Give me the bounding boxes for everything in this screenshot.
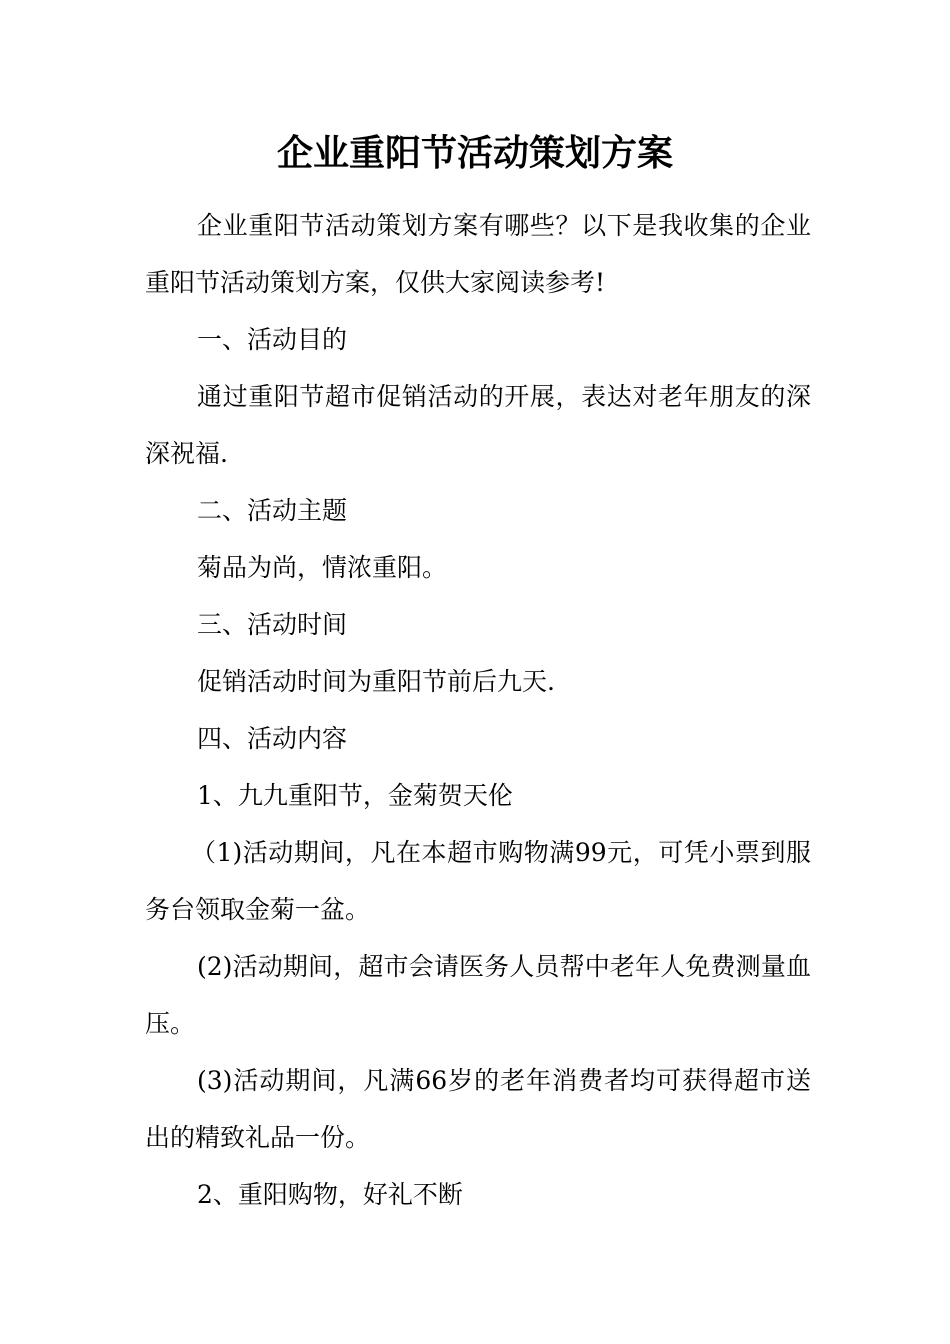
document-body [145,197,811,1223]
paragraph-intro: 企业重阳节活动策划方案有哪些？以下是我收集的企业重阳节活动策划方案，仅供大家阅读参考! [145,211,811,297]
list-item-content-1-3: (3)活动期间，凡满66岁的老年消费者均可获得超市送出的精致礼品一份。 [145,1066,811,1152]
subheading-content-2: 2、重阳购物，好礼不断 [197,1180,463,1209]
heading-activity-purpose: 一、活动目的 [197,325,348,354]
paragraph-theme: 菊品为尚，情浓重阳。 [197,553,448,582]
heading-activity-theme: 二、活动主题 [197,496,348,525]
paragraph-time: 促销活动时间为重阳节前后九天. [197,667,555,696]
list-item-content-1-2: (2)活动期间，超市会请医务人员帮中老年人免费测量血压。 [145,952,811,1038]
list-item-content-1-1: （1)活动期间，凡在本超市购物满99元，可凭小票到服务台领取金菊一盆。 [145,838,811,924]
heading-activity-time: 三、活动时间 [197,610,348,639]
paragraph-purpose: 通过重阳节超市促销活动的开展，表达对老年朋友的深深祝福. [145,382,811,468]
subheading-content-1: 1、九九重阳节，金菊贺天伦 [197,781,513,810]
heading-activity-content: 四、活动内容 [197,724,348,753]
document-title: 企业重阳节活动策划方案 [276,132,673,174]
